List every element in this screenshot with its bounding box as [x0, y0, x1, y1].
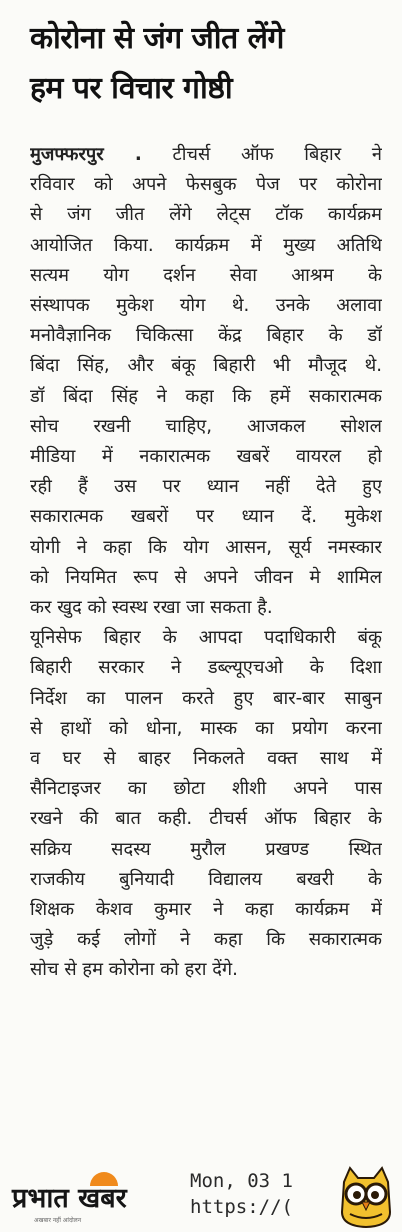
article-line: रखने की बात कही. टीचर्स ऑफ बिहार के	[30, 808, 382, 830]
stamp-date: Mon, 03 1	[190, 1170, 293, 1192]
article-line: रविवार को अपने फेसबुक पेज पर कोरोना	[30, 174, 382, 196]
prabhat-khabar-logo	[12, 1170, 188, 1226]
article-line: सोच से हम कोरोना को हरा देंगे.	[30, 959, 238, 981]
first-line-text: टीचर्स ऑफ बिहार ने	[141, 144, 382, 165]
logo-tagline: अखबार नहीं आंदोलन	[34, 1217, 82, 1224]
article-line: संस्थापक मुकेश योग थे. उनके अलावा	[30, 295, 382, 317]
stamp-url: https://(	[190, 1196, 293, 1218]
article-line: सैनिटाइजर का छोटा शीशी अपने पास	[30, 778, 382, 800]
article-line: सत्यम योग दर्शन सेवा आश्रम के	[30, 264, 382, 286]
article-line: सकारात्मक खबरों पर ध्यान दें. मुकेश	[30, 506, 382, 528]
article-line-1	[30, 140, 382, 170]
owl-icon	[334, 1164, 398, 1230]
article-line: सक्रिय सदस्य मुरौल प्रखण्ड स्थित	[30, 838, 382, 860]
article-line: बिंदा सिंह, और बंकू बिहारी भी मौजूद थे.	[30, 355, 382, 377]
article-line: मनोवैज्ञानिक चिकित्सा केंद्र बिहार के डॉ	[30, 325, 382, 347]
headline	[30, 14, 380, 114]
article-line: व घर से बाहर निकलते वक्त साथ में	[30, 748, 382, 770]
article-line: शिक्षक केशव कुमार ने कहा कार्यक्रम में	[30, 899, 382, 921]
article-line: डॉ बिंदा सिंह ने कहा कि हमें सकारात्मक	[30, 385, 382, 407]
article-line: को नियमित रूप से अपने जीवन मे शामिल	[30, 566, 382, 588]
article-line: से जंग जीत लेंगे लेट्स टॉक कार्यक्रम	[30, 204, 382, 226]
dateline: मुजफ्फरपुर .	[30, 144, 142, 165]
article-line: रही हैं उस पर ध्यान नहीं देते हुए	[30, 476, 382, 498]
article-line: मीडिया में नकारात्मक खबरें वायरल हो	[30, 446, 382, 468]
article-line: बिहारी सरकार ने डब्ल्यूएचओ के दिशा	[30, 657, 382, 679]
article-line: जुड़े कई लोगों ने कहा कि सकारात्मक	[30, 929, 382, 951]
article-line: योगी ने कहा कि योग आसन, सूर्य नमस्कार	[30, 536, 382, 558]
footer	[0, 1160, 402, 1232]
timestamp-overlay	[190, 1168, 336, 1220]
article-line: यूनिसेफ बिहार के आपदा पदाधिकारी बंकू	[30, 627, 382, 649]
headline-line-1: कोरोना से जंग जीत लेंगे	[30, 21, 284, 56]
article-line: कर खुद को स्वस्थ रखा जा सकता है.	[30, 597, 273, 619]
article-line: राजकीय बुनियादी विद्यालय बखरी के	[30, 868, 382, 890]
article-line: से हाथों को धोना, मास्क का प्रयोग करना	[30, 717, 382, 739]
logo-text: प्रभात खबर	[12, 1183, 127, 1214]
article-line: आयोजित किया. कार्यक्रम में मुख्य अतिथि	[30, 234, 382, 256]
article-line: निर्देश का पालन करते हुए बार-बार साबुन	[30, 687, 382, 709]
article-line: सोच रखनी चाहिए, आजकल सोशल	[30, 415, 382, 437]
headline-line-2: हम पर विचार गोष्ठी	[30, 71, 233, 106]
article-body	[30, 140, 382, 986]
